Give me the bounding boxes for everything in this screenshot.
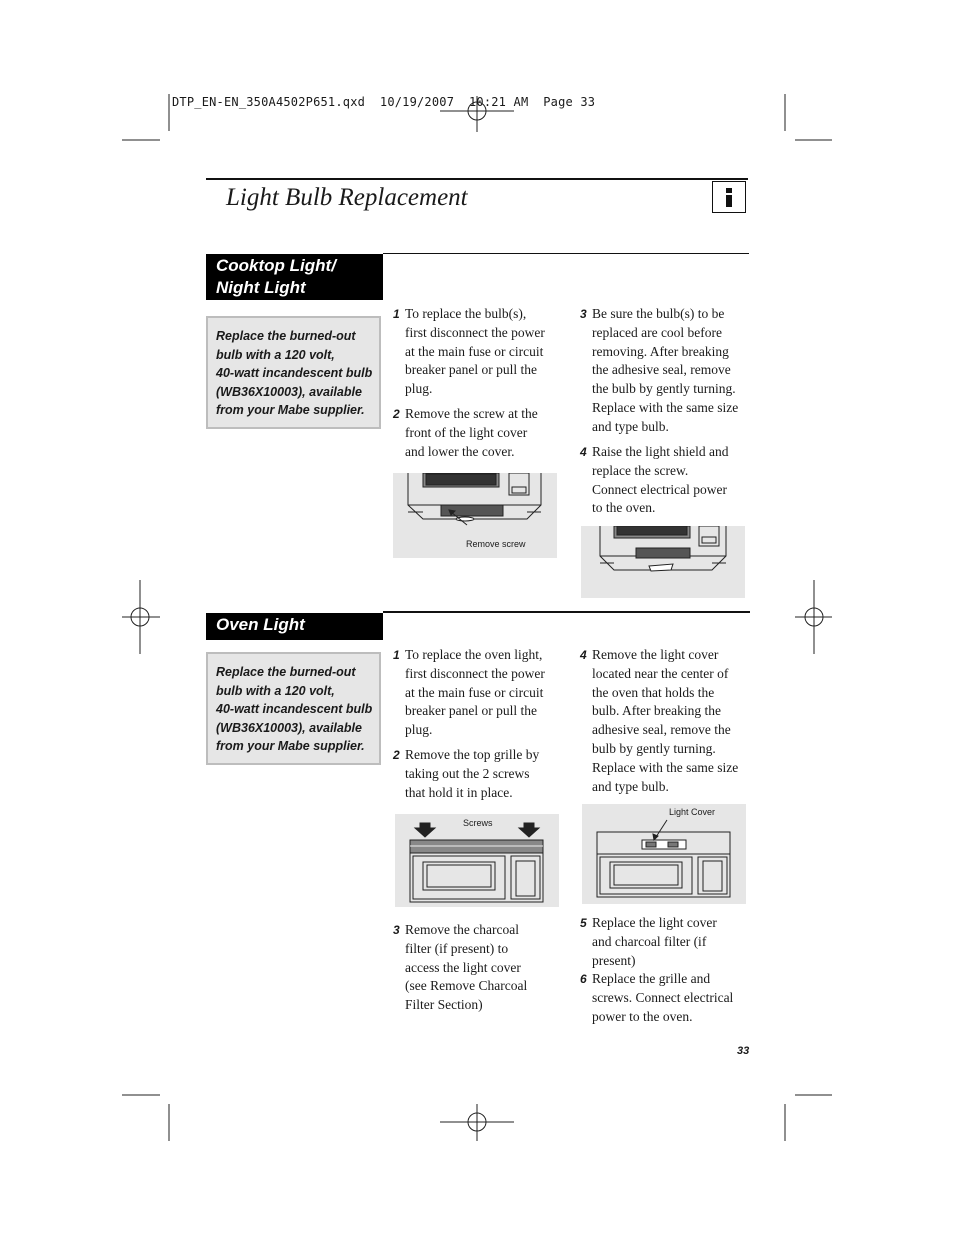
oven-step [393, 746, 539, 802]
step-line: adhesive seal, remove the [592, 722, 731, 738]
note-line: (WB36X10003), available [216, 720, 362, 735]
step-line: and charcoal filter (if [592, 933, 707, 949]
step-number: 1 [393, 307, 400, 321]
figure-caption: Remove screw [466, 539, 526, 549]
step-line: that hold it in place. [405, 784, 513, 800]
step-line: taking out the 2 screws [405, 765, 530, 781]
step-line: front of the light cover [405, 424, 528, 440]
oven-header-line: Oven Light [216, 615, 305, 634]
remove-screw-figure [393, 473, 557, 558]
step-number: 6 [580, 972, 587, 986]
step-number: 2 [393, 407, 400, 421]
step-line: Remove the charcoal [405, 922, 519, 937]
step-number: 3 [393, 923, 400, 937]
cooktop-step [393, 405, 538, 461]
step-line: the adhesive seal, remove [592, 362, 731, 378]
oven-bulb-note [206, 652, 381, 765]
step-line: located near the center of [592, 665, 729, 681]
note-line: Replace the burned-out [216, 329, 356, 343]
info-i-icon [713, 182, 745, 212]
cooktop-step [580, 305, 738, 437]
note-line: 40-watt incandescent bulb [216, 366, 373, 380]
step-line: at the main fuse or circuit [405, 684, 544, 700]
step-line: Remove the top grille by [405, 747, 540, 762]
step-line: Replace with the same size [592, 759, 739, 775]
oven-step [580, 970, 733, 1026]
oven-step [580, 914, 717, 970]
step-number: 5 [580, 916, 587, 930]
step-line: power to the oven. [592, 1008, 693, 1024]
microwave-underside-illustration [581, 526, 745, 598]
step-line: first disconnect the power [405, 665, 545, 681]
step-line: Be sure the bulb(s) to be [592, 306, 725, 321]
note-line: bulb with a 120 volt, [216, 347, 335, 362]
step-line: removing. After breaking [592, 343, 729, 359]
note-line: bulb with a 120 volt, [216, 683, 335, 698]
replace-shield-figure [581, 526, 745, 598]
cooktop-section-header [206, 254, 383, 300]
cooktop-step [580, 443, 728, 518]
oven-step [393, 921, 527, 1015]
step-line: and type bulb. [592, 418, 669, 434]
step-line: replaced are cool before [592, 324, 723, 340]
step-line: plug. [405, 722, 433, 738]
step-line: bulb by gently turning. [592, 740, 716, 756]
step-number: 2 [393, 748, 400, 762]
oven-step [393, 646, 545, 740]
step-line: (see Remove Charcoal [405, 978, 528, 994]
cooktop-header-line: Cooktop Light/ [216, 256, 336, 275]
microwave-front-illustration [582, 804, 746, 904]
step-line: the oven that holds the [592, 684, 715, 700]
figure-caption: Light Cover [669, 807, 716, 817]
step-line: To replace the bulb(s), [405, 306, 527, 321]
step-line: Remove the screw at the [405, 406, 538, 421]
note-line: 40-watt incandescent bulb [216, 702, 373, 716]
light-cover-figure [582, 804, 746, 904]
screws-figure [395, 814, 559, 907]
step-line: the bulb by gently turning. [592, 381, 736, 397]
step-line: Raise the light shield and [592, 444, 729, 459]
figure-caption: Screws [463, 818, 493, 828]
step-line: Filter Section) [405, 997, 483, 1013]
step-line: and type bulb. [592, 778, 669, 794]
step-line: Remove the light cover [592, 647, 719, 662]
cooktop-header-line: Night Light [216, 278, 306, 297]
step-line: replace the screw. [592, 462, 689, 478]
step-line: Replace with the same size [592, 399, 739, 415]
page-title: Light Bulb Replacement [226, 184, 468, 211]
step-line: and lower the cover. [405, 443, 515, 459]
info-badge [712, 181, 746, 213]
step-line: bulb. After breaking the [592, 703, 721, 719]
step-line: breaker panel or pull the [405, 703, 537, 719]
step-line: To replace the oven light, [405, 647, 543, 662]
step-line: Connect electrical power [592, 481, 727, 497]
step-line: to the oven. [592, 500, 656, 516]
step-line: first disconnect the power [405, 324, 545, 340]
note-line: from your Mabe supplier. [216, 403, 365, 417]
step-line: Replace the light cover [592, 915, 717, 930]
step-number: 3 [580, 307, 587, 321]
note-line: Replace the burned-out [216, 665, 356, 679]
step-line: screws. Connect electrical [592, 989, 734, 1005]
cooktop-bulb-note [206, 316, 381, 429]
step-line: filter (if present) to [405, 940, 509, 956]
step-line: present) [592, 952, 636, 968]
oven-step [580, 646, 738, 796]
step-number: 1 [393, 648, 400, 662]
step-line: Replace the grille and [592, 971, 711, 986]
step-line: at the main fuse or circuit [405, 343, 544, 359]
note-line: (WB36X10003), available [216, 384, 362, 399]
step-line: breaker panel or pull the [405, 362, 537, 378]
step-number: 4 [580, 648, 587, 662]
cooktop-step [393, 305, 545, 399]
note-line: from your Mabe supplier. [216, 739, 365, 753]
step-line: plug. [405, 381, 433, 397]
page-number: 33 [737, 1045, 750, 1057]
step-line: access the light cover [405, 959, 521, 975]
file-slug: DTP_EN-EN_350A4502P651.qxd 10/19/2007 10:21 AM Page 33 [172, 95, 596, 109]
oven-section-header [206, 613, 383, 640]
step-number: 4 [580, 445, 587, 459]
